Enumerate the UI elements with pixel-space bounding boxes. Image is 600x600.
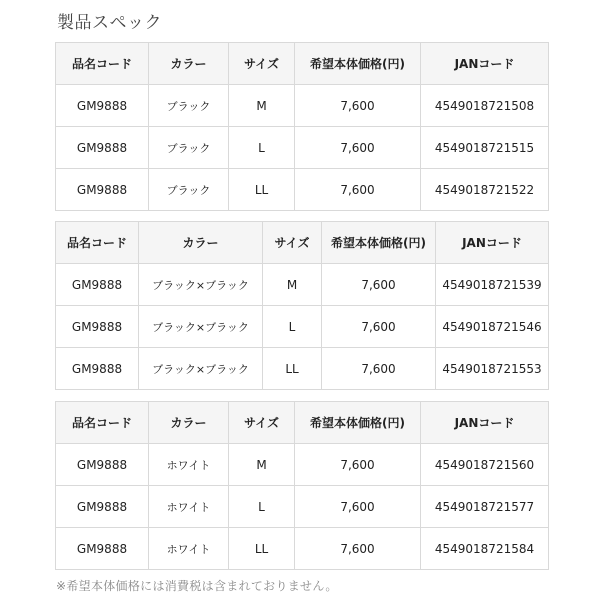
table-header-row <box>56 43 549 85</box>
header-product-code: 品名コード <box>56 43 149 85</box>
header-price: 希望本体価格(円) <box>295 402 421 444</box>
cell-price: 7,600 <box>295 85 421 127</box>
cell-size: M <box>229 85 295 127</box>
cell-jan-code: 4549018721553 <box>436 348 549 390</box>
spec-table-white <box>55 401 549 570</box>
cell-product-code: GM9888 <box>56 169 149 211</box>
table-row <box>56 486 549 528</box>
header-size: サイズ <box>229 43 295 85</box>
cell-product-code: GM9888 <box>56 444 149 486</box>
cell-jan-code: 4549018721515 <box>421 127 549 169</box>
cell-price: 7,600 <box>322 306 436 348</box>
cell-product-code: GM9888 <box>56 348 139 390</box>
table-header-row <box>56 402 549 444</box>
cell-size: LL <box>263 348 322 390</box>
cell-color: ブラック <box>149 127 229 169</box>
cell-color: ブラック×ブラック <box>139 264 263 306</box>
cell-product-code: GM9888 <box>56 85 149 127</box>
cell-color: ブラック <box>149 85 229 127</box>
cell-jan-code: 4549018721522 <box>421 169 549 211</box>
cell-size: L <box>229 486 295 528</box>
cell-price: 7,600 <box>322 348 436 390</box>
table-row <box>56 306 549 348</box>
table-row <box>56 348 549 390</box>
cell-price: 7,600 <box>322 264 436 306</box>
cell-jan-code: 4549018721584 <box>421 528 549 570</box>
cell-color: ホワイト <box>149 486 229 528</box>
cell-product-code: GM9888 <box>56 127 149 169</box>
cell-color: ブラック <box>149 169 229 211</box>
cell-price: 7,600 <box>295 528 421 570</box>
cell-jan-code: 4549018721560 <box>421 444 549 486</box>
cell-size: L <box>229 127 295 169</box>
header-product-code: 品名コード <box>56 402 149 444</box>
cell-size: LL <box>229 528 295 570</box>
header-color: カラー <box>149 402 229 444</box>
header-size: サイズ <box>263 222 322 264</box>
spec-table-black <box>55 42 549 211</box>
cell-jan-code: 4549018721508 <box>421 85 549 127</box>
tax-note: ※希望本体価格には消費税は含まれておりません。 <box>56 579 338 593</box>
page-title: 製品スペック <box>57 13 162 33</box>
table-header-row <box>56 222 549 264</box>
cell-price: 7,600 <box>295 444 421 486</box>
cell-price: 7,600 <box>295 169 421 211</box>
cell-color: ホワイト <box>149 444 229 486</box>
header-size: サイズ <box>229 402 295 444</box>
cell-size: M <box>263 264 322 306</box>
cell-product-code: GM9888 <box>56 264 139 306</box>
table-row <box>56 85 549 127</box>
cell-product-code: GM9888 <box>56 486 149 528</box>
table-row <box>56 444 549 486</box>
cell-jan-code: 4549018721577 <box>421 486 549 528</box>
table-row <box>56 169 549 211</box>
cell-product-code: GM9888 <box>56 306 139 348</box>
header-price: 希望本体価格(円) <box>322 222 436 264</box>
cell-color: ブラック×ブラック <box>139 306 263 348</box>
header-color: カラー <box>139 222 263 264</box>
header-product-code: 品名コード <box>56 222 139 264</box>
table-row <box>56 127 549 169</box>
cell-size: M <box>229 444 295 486</box>
header-color: カラー <box>149 43 229 85</box>
cell-jan-code: 4549018721539 <box>436 264 549 306</box>
header-price: 希望本体価格(円) <box>295 43 421 85</box>
cell-color: ホワイト <box>149 528 229 570</box>
table-row <box>56 264 549 306</box>
spec-table-black-black <box>55 221 549 390</box>
header-jan-code: JANコード <box>421 402 549 444</box>
header-jan-code: JANコード <box>421 43 549 85</box>
cell-price: 7,600 <box>295 486 421 528</box>
cell-color: ブラック×ブラック <box>139 348 263 390</box>
cell-size: LL <box>229 169 295 211</box>
table-row <box>56 528 549 570</box>
cell-size: L <box>263 306 322 348</box>
cell-product-code: GM9888 <box>56 528 149 570</box>
cell-price: 7,600 <box>295 127 421 169</box>
cell-jan-code: 4549018721546 <box>436 306 549 348</box>
header-jan-code: JANコード <box>436 222 549 264</box>
